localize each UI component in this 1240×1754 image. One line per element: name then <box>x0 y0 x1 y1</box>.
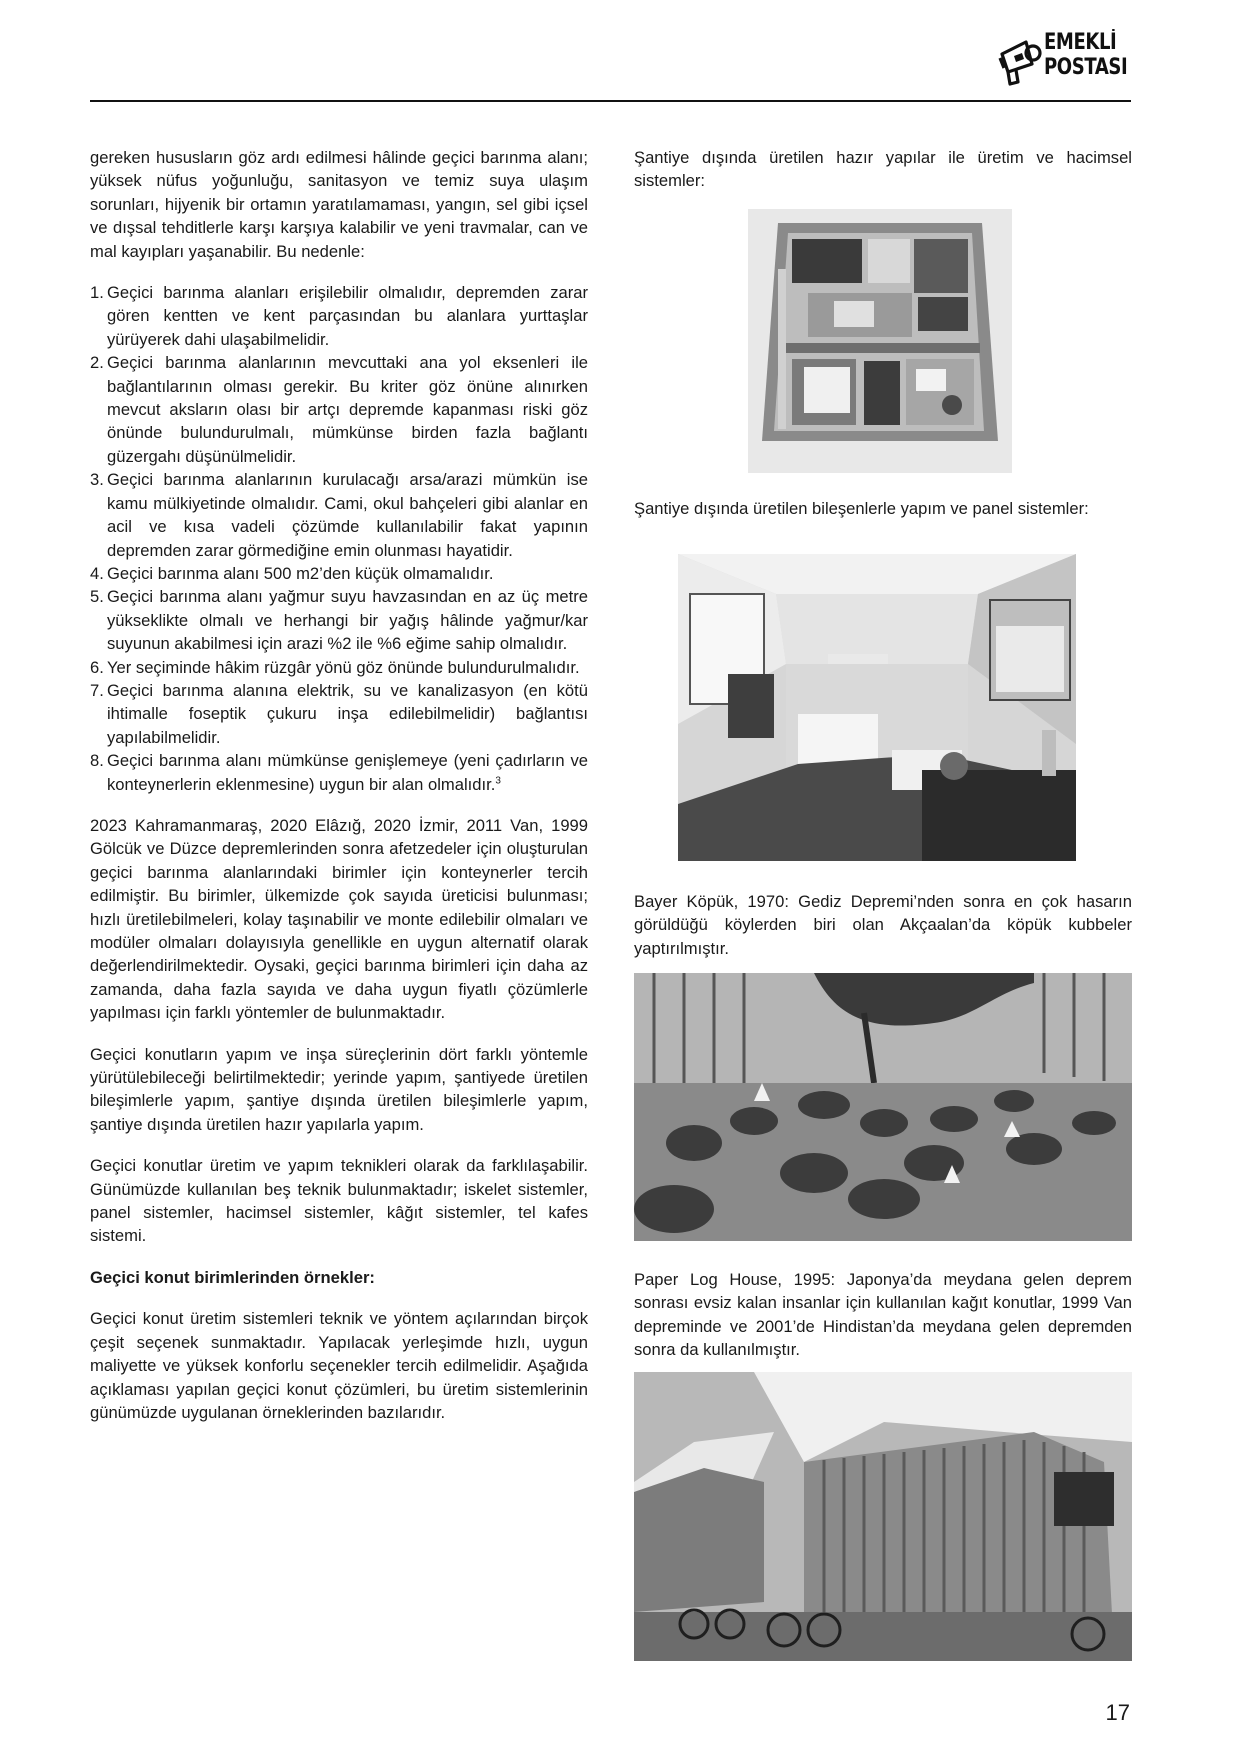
modular-unit-photo <box>748 209 1012 473</box>
logo-line-1: EMEKLİ <box>1044 30 1117 55</box>
footnote-marker: 3 <box>495 775 501 787</box>
list-item: 4. Geçici barınma alanı 500 m2’den küçük olmamalıdır. <box>90 563 494 583</box>
megaphone-fist-icon <box>996 32 1046 94</box>
caption-modular-units: Şantiye dışında üretilen hazır yapılar ile üretim ve hacimsel sistemler: <box>634 148 1132 191</box>
list-item: 5. Geçici barınma alanı yağmur suyu havzasından en az üç metre yükseklikte olmalı ve herhangi bir yağış hâlinde yağmur/kar suyunun akabilmesi için arazi %2 ile %6 eğime sahip olmalıdır. <box>90 587 588 654</box>
header-rule <box>90 100 1131 102</box>
section-subheading: Geçici konut birimlerinden örnekler: <box>90 1267 375 1287</box>
caption-paper-log-house: Paper Log House, 1995: Japonya’da meydana gelen deprem sonrası evsiz kalan insanlar için kullanılan kağıt konutlar, 1999 Van depreminde ve 2001’de Hindistan’da meydana gelen depremden sonra da kullanılmıştır. <box>634 1270 1132 1360</box>
list-item: 8. Geçici barınma alanı mümkünse genişlemeye (yeni çadırların ve konteynerlerin eklenmesine) uygun bir alan olmalıdır.$^3$ <box>90 751 588 794</box>
list-item: 6. Yer seçiminde hâkim rüzgâr yönü göz önünde bulundurulmalıdır. <box>90 657 580 677</box>
panel-system-interior-photo <box>678 554 1076 861</box>
bayer-foam-domes-photo <box>634 973 1132 1241</box>
logo-wordmark <box>1044 30 1128 80</box>
logo-line-2: POSTASI <box>1044 55 1128 80</box>
intro-paragraph: gereken hususların göz ardı edilmesi hâlinde geçici barınma alanı; yüksek nüfus yoğunluğu, sanitasyon ve temiz suya ulaşım sorunları, hijyenik bir ortamın yaratılamaması, yangın, sel gibi içsel ve dışsal tehditlerle karşı karşıya kalabilir ve yeni travmalar, can ve mal kayıpları yaşanabilir. Bu nedenle: <box>90 148 588 261</box>
list-item: 1. Geçici barınma alanları erişilebilir olmalıdır, depremden zarar gören kentten ve kent parçasından bu alanlara yurttaşlar yürüyerek dahi ulaşabilmelidir. <box>90 283 588 349</box>
list-item: 3. Geçici barınma alanlarının kurulacağı arsa/arazi mümkün ise kamu mülkiyetinde olmalıdır. Cami, okul bahçeleri gibi alanlar en acil ve kısa vadeli çözümde kullanılabilir fakat yapının depremden zarar görmediğine emin olunması hayatidir. <box>90 470 588 560</box>
body-paragraph-3: Geçici konutların yapım ve inşa süreçlerinin dört farklı yöntemle yürütülebileceği belirtilmektedir; yerinde yapım, şantiyede üretilen bileşimlerle yapım, şantiye dışında üretilen bileşimlerle yapım, şantiye dışında üretilen hazır yapılarla yapım. <box>90 1044 588 1134</box>
list-item: 2. Geçici barınma alanlarının mevcuttaki ana yol eksenleri ile bağlantılarının olması gerekir. Bu kriter göz önüne alınırken mevcut aksların olası bir artçı depremde kapanması riski göz önünde bulundurulmalı, mümkünse birden fazla bağlantı güzergahı düşünülmelidir. <box>90 353 588 466</box>
publication-logo <box>996 28 1132 94</box>
caption-panel-systems: Şantiye dışında üretilen bileşenlerle yapım ve panel sistemler: <box>634 499 1089 518</box>
body-paragraph-5: Geçici konut üretim sistemleri teknik ve yöntem açılarından birçok çeşit seçenek sunmaktadır. Yapılacak yerleşimde hızlı, uygun maliyette ve yüksek konforlu seçenekler tercih edilmelidir. Aşağıda açıklaması yapılan geçici konut çözümleri, bu üretim sistemlerinin günümüzde uygulanan örneklerinden bazılarıdır. <box>90 1309 588 1422</box>
paper-log-house-photo <box>634 1372 1132 1661</box>
criteria-list <box>90 281 588 796</box>
body-paragraph-2: 2023 Kahramanmaraş, 2020 Elâzığ, 2020 İzmir, 2011 Van, 1999 Gölcük ve Düzce depremlerinden sonra afetzedeler için oluşturulan geçici barınma alanlarındaki birimler için konteynerler tercih edilmiştir. Bu birimler, ülkemizde çok sayıda üreticisi bulunması; hızlı üretilebilmeleri, kolay taşınabilir ve monte edilebilir olmaları ve modüler olmaları dolayısıyla genellikle en uygun alternatif olarak değerlendirilmektedir. Oysaki, geçici barınma birimleri için daha az zamanda, daha fazla sayıda ve daha uygun fiyatlı çözümlerle yapılması için farklı yöntemler de bulunmaktadır. <box>90 815 588 1023</box>
page-number: 17 <box>1105 1700 1130 1725</box>
body-paragraph-4: Geçici konutlar üretim ve yapım teknikleri olarak da farklılaşabilir. Günümüzde kullanılan beş teknik bulunmaktadır; iskelet sistemler, panel sistemler, hacimsel sistemler, kâğıt sistemler, tel kafes sistemi. <box>90 1156 588 1246</box>
left-column <box>90 146 588 1442</box>
list-item: 7. Geçici barınma alanına elektrik, su ve kanalizasyon (en kötü ihtimalle foseptik çukuru inşa edilebilmelidir) bağlantısı yapılabilmelidir. <box>90 680 588 747</box>
caption-bayer-kopuk: Bayer Köpük, 1970: Gediz Depremi’nden sonra en çok hasarın görüldüğü köylerden biri olan Akçaalan’da köpük kubbeler yaptırılmıştır. <box>634 892 1132 958</box>
